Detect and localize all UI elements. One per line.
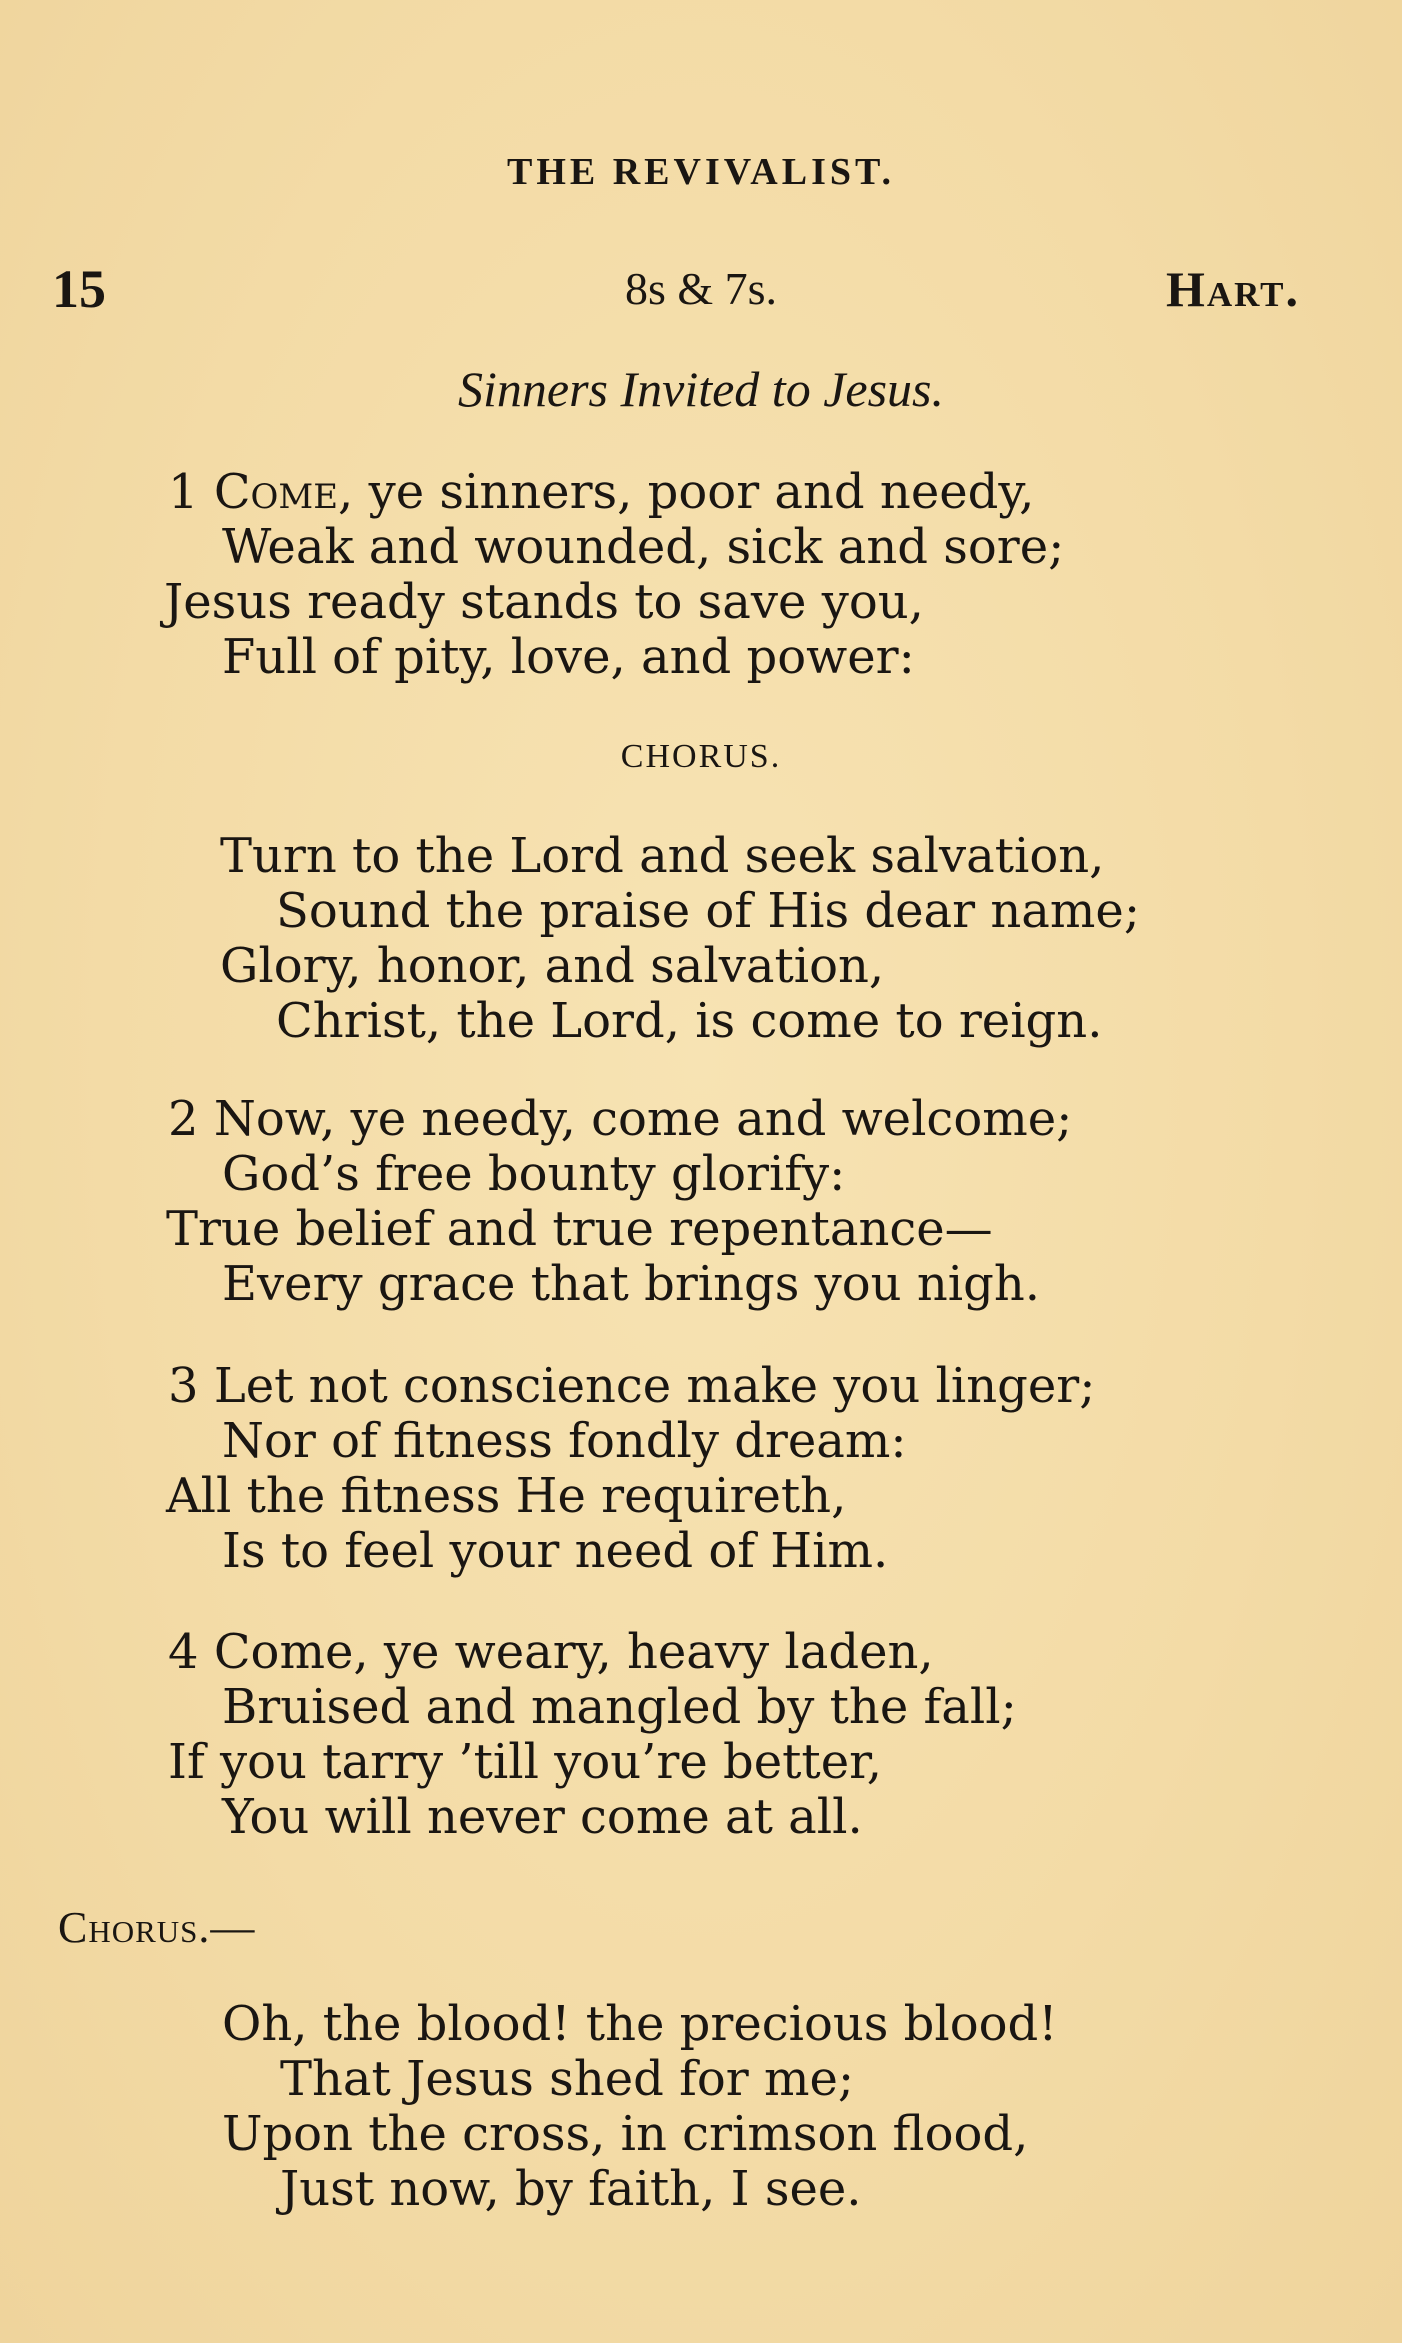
hymn-meter: 8s & 7s. — [624, 263, 778, 314]
verse-number: 3 — [168, 1358, 199, 1414]
verse-first-word: Come, — [213, 464, 354, 520]
verse-4-line-2: Bruised and mangled by the fall; — [222, 1679, 1017, 1735]
hymn-number: 15 — [52, 259, 106, 319]
verse-3-line-3: All the fitness He requireth, — [166, 1468, 847, 1524]
verse-1-line-1 — [168, 464, 1035, 520]
verse-line-text: Come, ye weary, heavy laden, — [213, 1624, 934, 1680]
verse-line-text: Now, ye needy, come and welcome; — [213, 1091, 1073, 1147]
verse-number: 1 — [168, 464, 199, 520]
verse-number: 2 — [168, 1091, 199, 1147]
verse-2-line-1 — [168, 1091, 1073, 1147]
chorus-line-2: Sound the praise of His dear name; — [276, 883, 1140, 939]
verse-4-line-3: If you tarry ’till you’re better, — [168, 1734, 883, 1790]
verse-1-line-2: Weak and wounded, sick and sore; — [222, 519, 1065, 575]
verse-line-rest: ye sinners, poor and needy, — [353, 464, 1035, 520]
verse-4-line-4: You will never come at all. — [222, 1789, 863, 1845]
final-chorus-line-3: Upon the cross, in crimson flood, — [222, 2106, 1029, 2162]
final-chorus-label: Chorus.— — [58, 1903, 256, 1952]
chorus-line-4: Christ, the Lord, is come to reign. — [276, 993, 1103, 1049]
verse-line-text: Let not conscience make you linger; — [213, 1358, 1096, 1414]
verse-2-line-3: True belief and true repentance— — [166, 1201, 993, 1257]
verse-number: 4 — [168, 1624, 199, 1680]
verse-4-line-1 — [168, 1624, 934, 1680]
verse-1-line-4: Full of pity, love, and power: — [222, 629, 915, 685]
verse-3-line-4: Is to feel your need of Him. — [222, 1523, 889, 1579]
verse-2-line-4: Every grace that brings you nigh. — [222, 1256, 1040, 1312]
verse-3-line-2: Nor of fitness fondly dream: — [222, 1413, 907, 1469]
chorus-line-1: Turn to the Lord and seek salvation, — [220, 828, 1105, 884]
running-head: THE REVIVALIST. — [506, 151, 896, 193]
chorus-line-3: Glory, honor, and salvation, — [220, 938, 885, 994]
chorus-label: CHORUS. — [620, 738, 782, 775]
hymn-title: Sinners Invited to Jesus. — [457, 361, 944, 417]
final-chorus-line-4: Just now, by faith, I see. — [280, 2161, 862, 2217]
final-chorus-line-2: That Jesus shed for me; — [280, 2051, 855, 2107]
verse-1-line-3: Jesus ready stands to save you, — [164, 574, 924, 630]
final-chorus-line-1: Oh, the blood! the precious blood! — [222, 1996, 1058, 2052]
verse-2-line-2: God’s free bounty glorify: — [222, 1146, 846, 1202]
verse-3-line-1 — [168, 1358, 1096, 1414]
hymn-tune: Hart. — [1165, 261, 1300, 317]
